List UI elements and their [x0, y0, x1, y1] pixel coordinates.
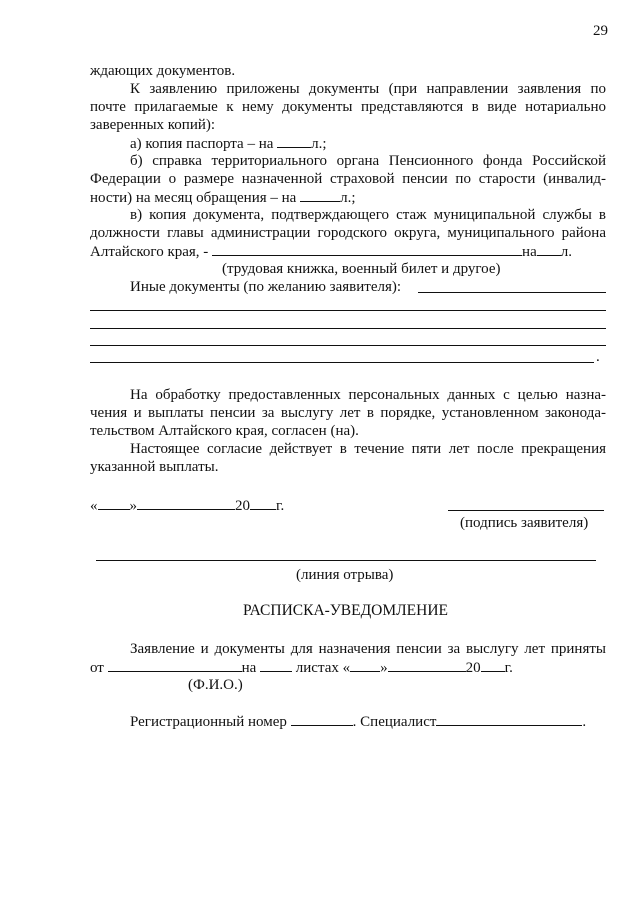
- consent-line-1: На обработку предоставленных персональных данных с целью назна-: [130, 387, 606, 403]
- date-month-blank[interactable]: [137, 496, 235, 510]
- registration-line: Регистрационный номер . Специалист .: [130, 714, 587, 730]
- item-v-line-1: в) копия документа, подтверждающего стаж муниципальной службы в: [130, 207, 606, 223]
- other-documents-blank-1[interactable]: [418, 292, 606, 293]
- other-documents-blank-5[interactable]: [90, 362, 594, 363]
- receipt-line-2: от на листах « » 20 г.: [90, 660, 513, 676]
- attachments-intro-line-1: К заявлению приложены документы (при направлении заявления по: [130, 81, 606, 97]
- item-v-hint: (трудовая книжка, военный билет и другое): [222, 261, 501, 277]
- item-b-line-3: ности) на месяц обращения – на л.;: [90, 190, 356, 206]
- date-year-blank[interactable]: [250, 496, 276, 510]
- other-documents-blank-2[interactable]: [90, 310, 606, 311]
- receipt-sheets-blank[interactable]: [260, 658, 292, 672]
- receipt-fio-hint: (Ф.И.О.): [188, 677, 243, 693]
- receipt-title: РАСПИСКА-УВЕДОМЛЕНИЕ: [243, 602, 448, 619]
- other-documents-label: Иные документы (по желанию заявителя):: [130, 279, 402, 295]
- receipt-day-blank[interactable]: [350, 658, 380, 672]
- top-fragment: ждающих документов.: [90, 63, 236, 79]
- passport-sheets-blank[interactable]: [277, 134, 311, 148]
- date-day-blank[interactable]: [98, 496, 130, 510]
- tear-line-label: (линия отрыва): [296, 567, 394, 583]
- receipt-fio-blank[interactable]: [108, 658, 242, 672]
- other-documents-end-dot: .: [596, 349, 600, 365]
- receipt-line-1: Заявление и документы для назначения пенсии за выслугу лет приняты: [130, 641, 606, 657]
- receipt-year-blank[interactable]: [481, 658, 505, 672]
- specialist-blank[interactable]: [436, 712, 582, 726]
- receipt-month-blank[interactable]: [388, 658, 466, 672]
- signature-hint: (подпись заявителя): [460, 515, 589, 531]
- application-date-line: « » 20 г.: [90, 498, 285, 514]
- other-documents-blank-3[interactable]: [90, 328, 606, 329]
- signature-blank[interactable]: [448, 510, 604, 511]
- consent-line-3: тельством Алтайского края, согласен (на).: [90, 423, 359, 439]
- validity-line-2: указанной выплаты.: [90, 459, 219, 475]
- attachments-intro-line-3: заверенных копий):: [90, 117, 216, 133]
- item-a-passport: а) копия паспорта – на л.;: [130, 136, 327, 152]
- item-v-line-3: Алтайского края, - на л.: [90, 244, 572, 260]
- registration-number-blank[interactable]: [291, 712, 353, 726]
- pension-cert-sheets-blank[interactable]: [300, 188, 340, 202]
- consent-line-2: чения и выплаты пенсии за выслугу лет в порядке, установленном законода-: [90, 405, 606, 421]
- other-documents-blank-4[interactable]: [90, 345, 606, 346]
- page-number: 29: [593, 23, 608, 39]
- tear-line: [96, 560, 596, 561]
- item-v-line-2: должности главы администрации городского округа, муниципального района: [90, 225, 606, 241]
- attachments-intro-line-2: почте прилагаемые к нему документы представляются в виде нотариально: [90, 99, 606, 115]
- item-b-line-1: б) справка территориального органа Пенсионного фонда Российской: [130, 153, 606, 169]
- item-b-line-2: Федерации о размере назначенной страховой пенсии по старости (инвалид-: [90, 171, 606, 187]
- service-document-blank[interactable]: [212, 242, 522, 256]
- validity-line-1: Настоящее согласие действует в течение пяти лет после прекращения: [130, 441, 606, 457]
- service-document-sheets-blank[interactable]: [537, 242, 561, 256]
